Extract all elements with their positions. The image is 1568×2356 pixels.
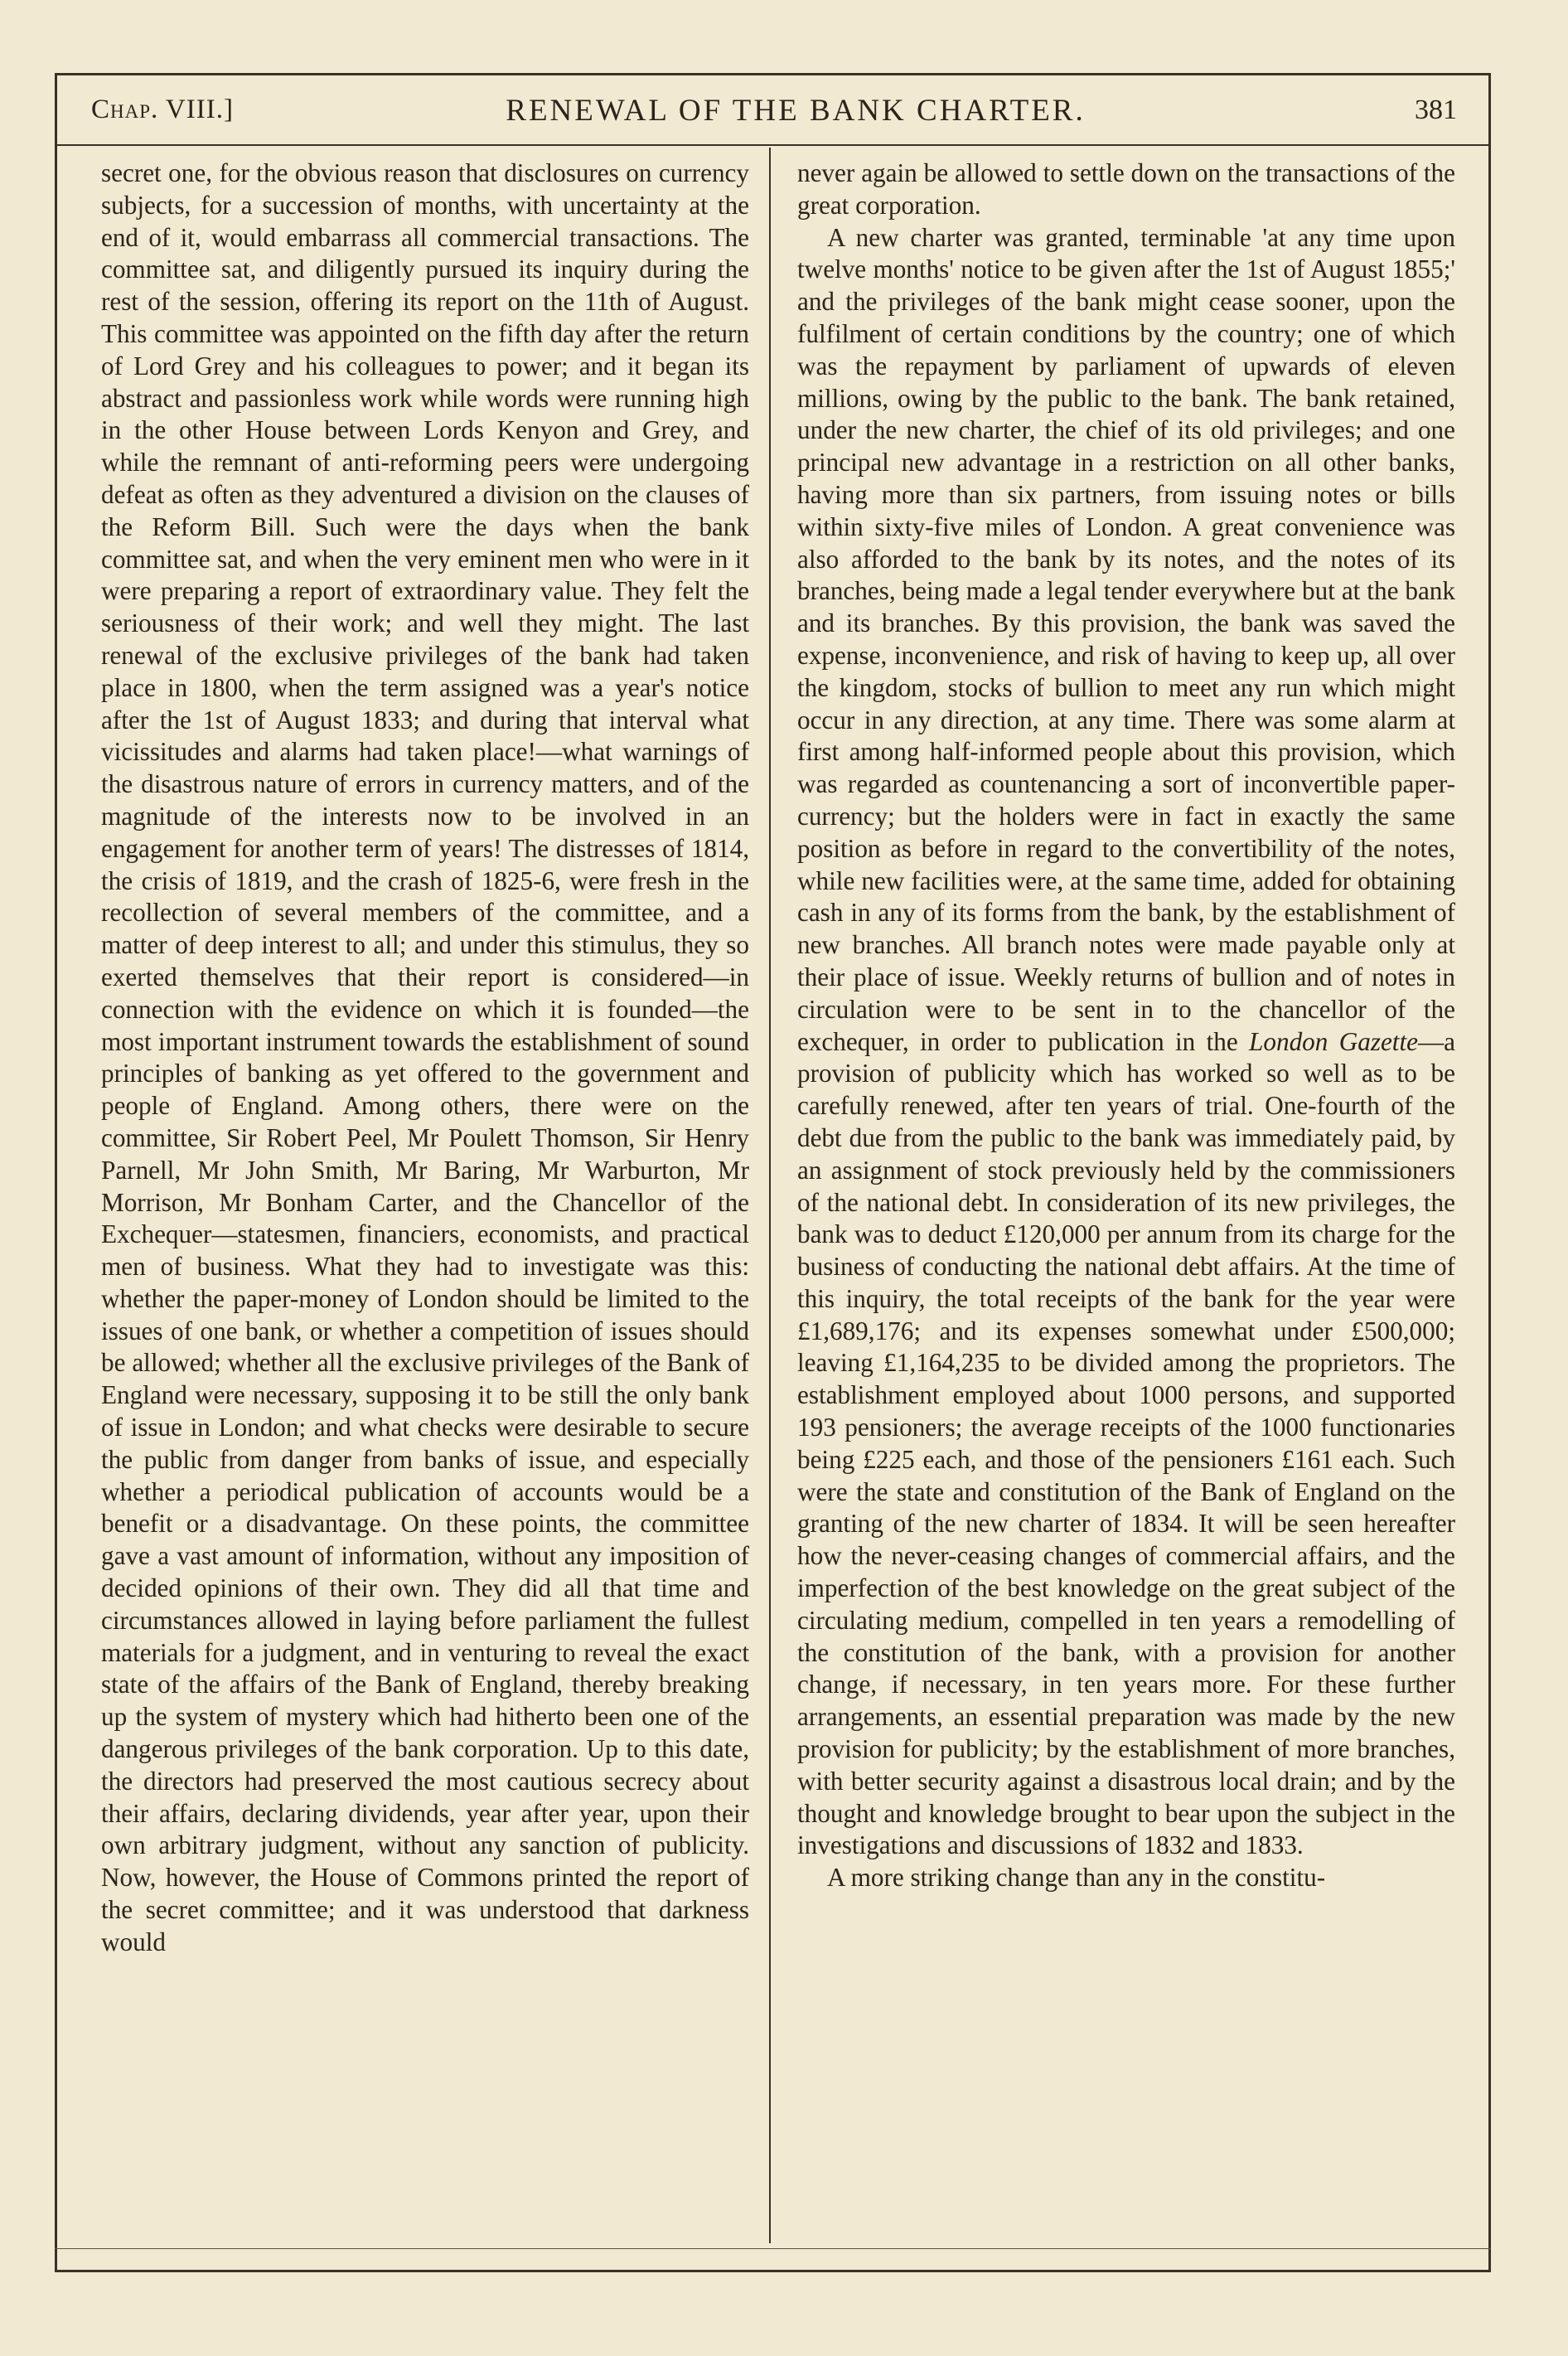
frame-top-rule [55, 73, 1491, 75]
chapter-label: Chap. VIII.] [91, 95, 234, 124]
paragraph: secret one, for the obvious reason that disclosures on currency subjects, for a succession of months, with uncertainty at the end of it, would embarrass all commercial transactions. The committee sat, and diligently pursued its inquiry during the rest of the session, offering its report on the 11th of August. This committee was appointed on the fifth day after the return of Lord Grey and his colleagues to power; and it began its abstract and passionless work while words were running high in the other House between Lords Kenyon and Grey, and while the remnant of anti-reforming peers were undergoing defeat as often as they adventured a division on the clauses of the Reform Bill. Such were the days when the bank committee sat, and when the very eminent men who were in it were preparing a report of extraordinary value. They felt the seriousness of their work; and well they might. The last renewal of the exclusive privileges of the bank had taken place in 1800, when the term assigned was a year's notice after the 1st of August 1833; and during that interval what vicissitudes and alarms had taken place!—what warnings of the disastrous nature of errors in currency matters, and of the magnitude of the interests now to be involved in an engagement for another term of years! The distresses of 1814, the crisis of 1819, and the crash of 1825-6, were fresh in the recollection of several members of the committee, and a matter of deep interest to all; and under this stimulus, they so exerted themselves that their report is considered—in connection with the evidence on which it is founded—the most important instrument towards the establishment of sound principles of banking as yet offered to the government and people of England. Among others, there were on the committee, Sir Robert Peel, Mr Poulett Thomson, Sir Henry Parnell, Mr John Smith, Mr Baring, Mr Warburton, Mr Morrison, Mr Bonham Carter, and the Chancellor of the Exchequer—statesmen, financiers, economists, and practical men of business. What they had to investigate was this: whether the paper-money of London should be limited to the issues of one bank, or whether a competition of issues should be allowed; whether all the exclusive privileges of the Bank of England were necessary, supposing it to be still the only bank of issue in London; and what checks were desirable to secure the public from danger from banks of issue, and especially whether a periodical publication of accounts would be a benefit or a disadvantage. On these points, the committee gave a vast amount of information, without any imposition of decided opinions of their own. They did all that time and circumstances allowed in laying before parliament the fullest materials for a judgment, and in venturing to reveal the exact state of the affairs of the Bank of England, thereby breaking up the system of mystery which had hitherto been one of the dangerous privileges of the bank corporation. Up to this date, the directors had preserved the most cautious secrecy about their affairs, declaring dividends, year after year, upon their own arbitrary judgment, without any sanction of publicity. Now, however, the House of Commons printed the report of the secret committee; and it was understood that darkness would [101, 158, 749, 1956]
bottom-inner-rule [55, 2248, 1491, 2249]
paragraph: never again be allowed to settle down on the transactions of the great corporation. [797, 158, 1455, 220]
page-number: 381 [1415, 95, 1457, 125]
paragraph-text: —a provision of publicity which has worked so well as to be carefully renewed, after ten years of trial. One-fourth of the debt due from the public to the bank was immediately paid, by an assignment of stock previously held by the commissioners of the national debt. In consideration of its new privileges, the bank was to deduct £120,000 per annum from its charge for the business of conducting the national debt affairs. At the time of this inquiry, the total receipts of the bank for the year were £1,689,176; and its expenses somewhat under £500,000; leaving £1,164,235 to be divided among the proprietors. The establishment employed about 1000 persons, and supported 193 pensioners; the average receipts of the 1000 functionaries being £225 each, and those of the pensioners £161 each. Such were the state and constitution of the Bank of England on the granting of the new charter of 1834. It will be seen hereafter how the never-ceasing changes of commercial affairs, and the imperfection of the best knowledge on the great subject of the circulating medium, compelled in ten years a remodelling of the constitution of the bank, with a provision for another change, if necessary, in ten years more. For these further arrangements, an essential preparation was made by the new provision for publicity; by the establishment of more branches, with better security against a disastrous local drain; and by the thought and knowledge brought to bear upon the subject in the investigations and discussions of 1832 and 1833. [797, 1026, 1455, 1860]
page-title: RENEWAL OF THE BANK CHARTER. [506, 94, 1086, 128]
italic-title: London Gazette [1249, 1026, 1418, 1056]
right-column [797, 158, 1455, 1894]
frame-bottom-rule [55, 2270, 1491, 2272]
column-divider [769, 148, 771, 2243]
left-column [101, 158, 749, 1959]
header-rule [55, 144, 1491, 146]
paragraph-new-charter [797, 222, 1455, 1863]
frame-left-rule [55, 73, 57, 2271]
paragraph: A more striking change than any in the constitu- [827, 1863, 1326, 1893]
running-head [91, 93, 1485, 139]
paragraph-text: A new charter was granted, terminable 'at any time upon twelve months' notice to be given after the 1st of August 1855;' and the privileges of the bank might cease sooner, upon the fulfilment of certain conditions by the country; one of which was the repayment by parliament of upwards of eleven millions, owing by the public to the bank. The bank retained, under the new charter, the chief of its old privileges; and one principal new advantage in a restriction on all other banks, having more than six partners, from issuing notes or bills within sixty-five miles of London. A great convenience was also afforded to the bank by its notes, and the notes of its branches, being made a legal tender everywhere but at the bank and its branches. By this provision, the bank was saved the expense, inconvenience, and risk of having to keep up, all over the kingdom, stocks of bullion to meet any run which might occur in any direction, at any time. There was some alarm at first among half-informed people about this provision, which was regarded as countenancing a sort of inconvertible paper-currency; but the holders were in fact in exactly the same position as before in regard to the convertibility of the notes, while new facilities were, at the same time, added for obtaining cash in any of its forms from the bank, by the establishment of new branches. All branch notes were made payable only at their place of issue. Weekly returns of bullion and of notes in circulation were to be sent in to the chancellor of the exchequer, in order to publication in the [797, 222, 1455, 1056]
frame-right-rule [1488, 73, 1491, 2271]
